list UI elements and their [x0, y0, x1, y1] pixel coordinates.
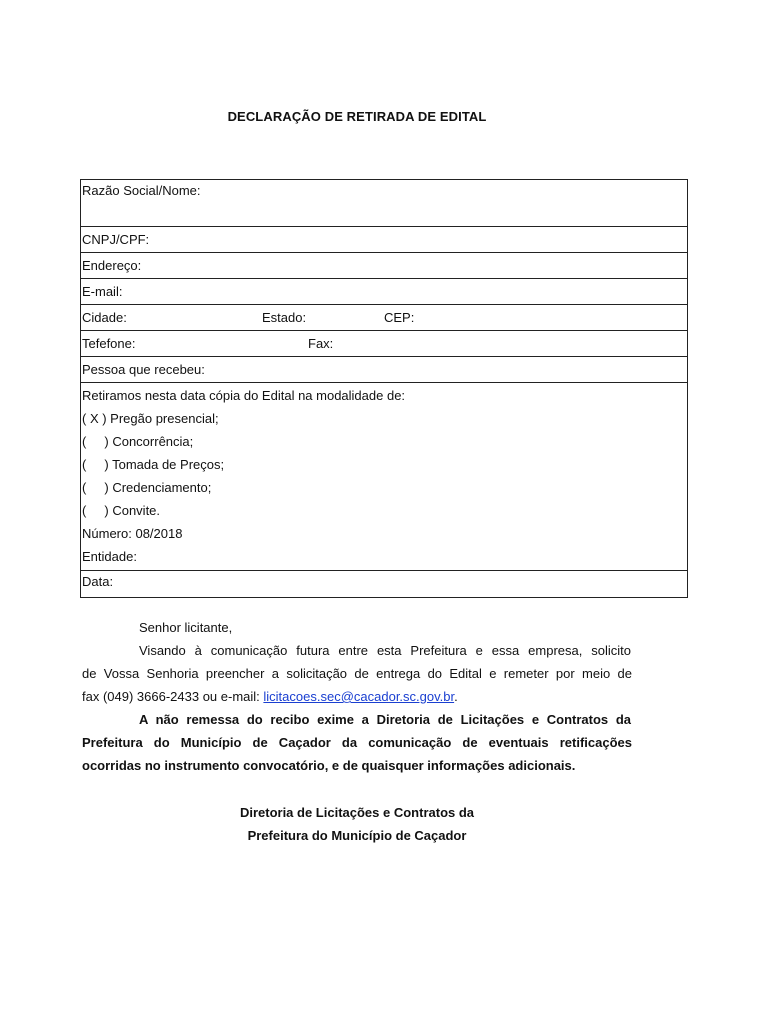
label-cnpj: CNPJ/CPF:	[82, 232, 150, 247]
label-estado: Estado:	[262, 310, 307, 325]
field-pessoa[interactable]	[81, 357, 687, 383]
field-cidade-estado-cep[interactable]	[81, 305, 687, 331]
option-credenciamento[interactable]: ( ) Credenciamento;	[82, 480, 212, 495]
letter-p1-line3-pre: fax (049) 3666-2433 ou e-mail:	[82, 689, 264, 704]
label-razao-social: Razão Social/Nome:	[82, 183, 201, 198]
letter-p1-line2: de Vossa Senhoria preencher a solicitação de entrega do Edital e remeter por meio de	[82, 666, 632, 681]
label-fax: Fax:	[308, 336, 334, 351]
option-pregao[interactable]: ( X ) Pregão presencial;	[82, 411, 219, 426]
letter-p2-line1: A não remessa do recibo exime a Diretoria de Licitações e Contratos da	[139, 712, 631, 727]
label-endereco: Endereço:	[82, 258, 142, 273]
email-link[interactable]: licitacoes.sec@cacador.sc.gov.br	[263, 689, 455, 704]
signature-line2: Prefeitura do Município de Caçador	[247, 828, 467, 843]
label-telefone: Tefefone:	[82, 336, 136, 351]
field-modalidade	[81, 383, 687, 571]
label-pessoa: Pessoa que recebeu:	[82, 362, 205, 377]
signature-line1: Diretoria de Licitações e Contratos da	[239, 805, 475, 820]
field-endereco[interactable]	[81, 253, 687, 279]
field-razao-social[interactable]	[81, 180, 687, 227]
withdrawal-form	[80, 179, 688, 598]
letter-p1-line1: Visando à comunicação futura entre esta Prefeitura e essa empresa, solicito	[139, 643, 631, 658]
label-email: E-mail:	[82, 284, 123, 299]
label-cep: CEP:	[384, 310, 415, 325]
option-convite[interactable]: ( ) Convite.	[82, 503, 161, 518]
field-telefone-fax[interactable]	[81, 331, 687, 357]
option-concorrencia[interactable]: ( ) Concorrência;	[82, 434, 194, 449]
label-cidade: Cidade:	[82, 310, 127, 325]
label-entidade: Entidade:	[82, 549, 137, 564]
letter-p2-line3: ocorridas no instrumento convocatório, e de quaisquer informações adicionais.	[82, 758, 576, 773]
field-data[interactable]	[81, 571, 687, 597]
label-data: Data:	[82, 574, 114, 589]
option-tomada-precos[interactable]: ( ) Tomada de Preços;	[82, 457, 225, 472]
letter-p1-line3	[82, 689, 632, 704]
modalidade-intro: Retiramos nesta data cópia do Edital na modalidade de:	[82, 388, 406, 403]
letter-p1-line3-post: .	[454, 689, 458, 704]
label-numero: Número: 08/2018	[82, 526, 183, 541]
field-email[interactable]	[81, 279, 687, 305]
letter-greeting: Senhor licitante,	[139, 620, 233, 635]
letter-p2-line2: Prefeitura do Município de Caçador da comunicação de eventuais retificações	[82, 735, 632, 750]
field-cnpj[interactable]	[81, 227, 687, 253]
document-title: DECLARAÇÃO DE RETIRADA DE EDITAL	[227, 109, 487, 124]
